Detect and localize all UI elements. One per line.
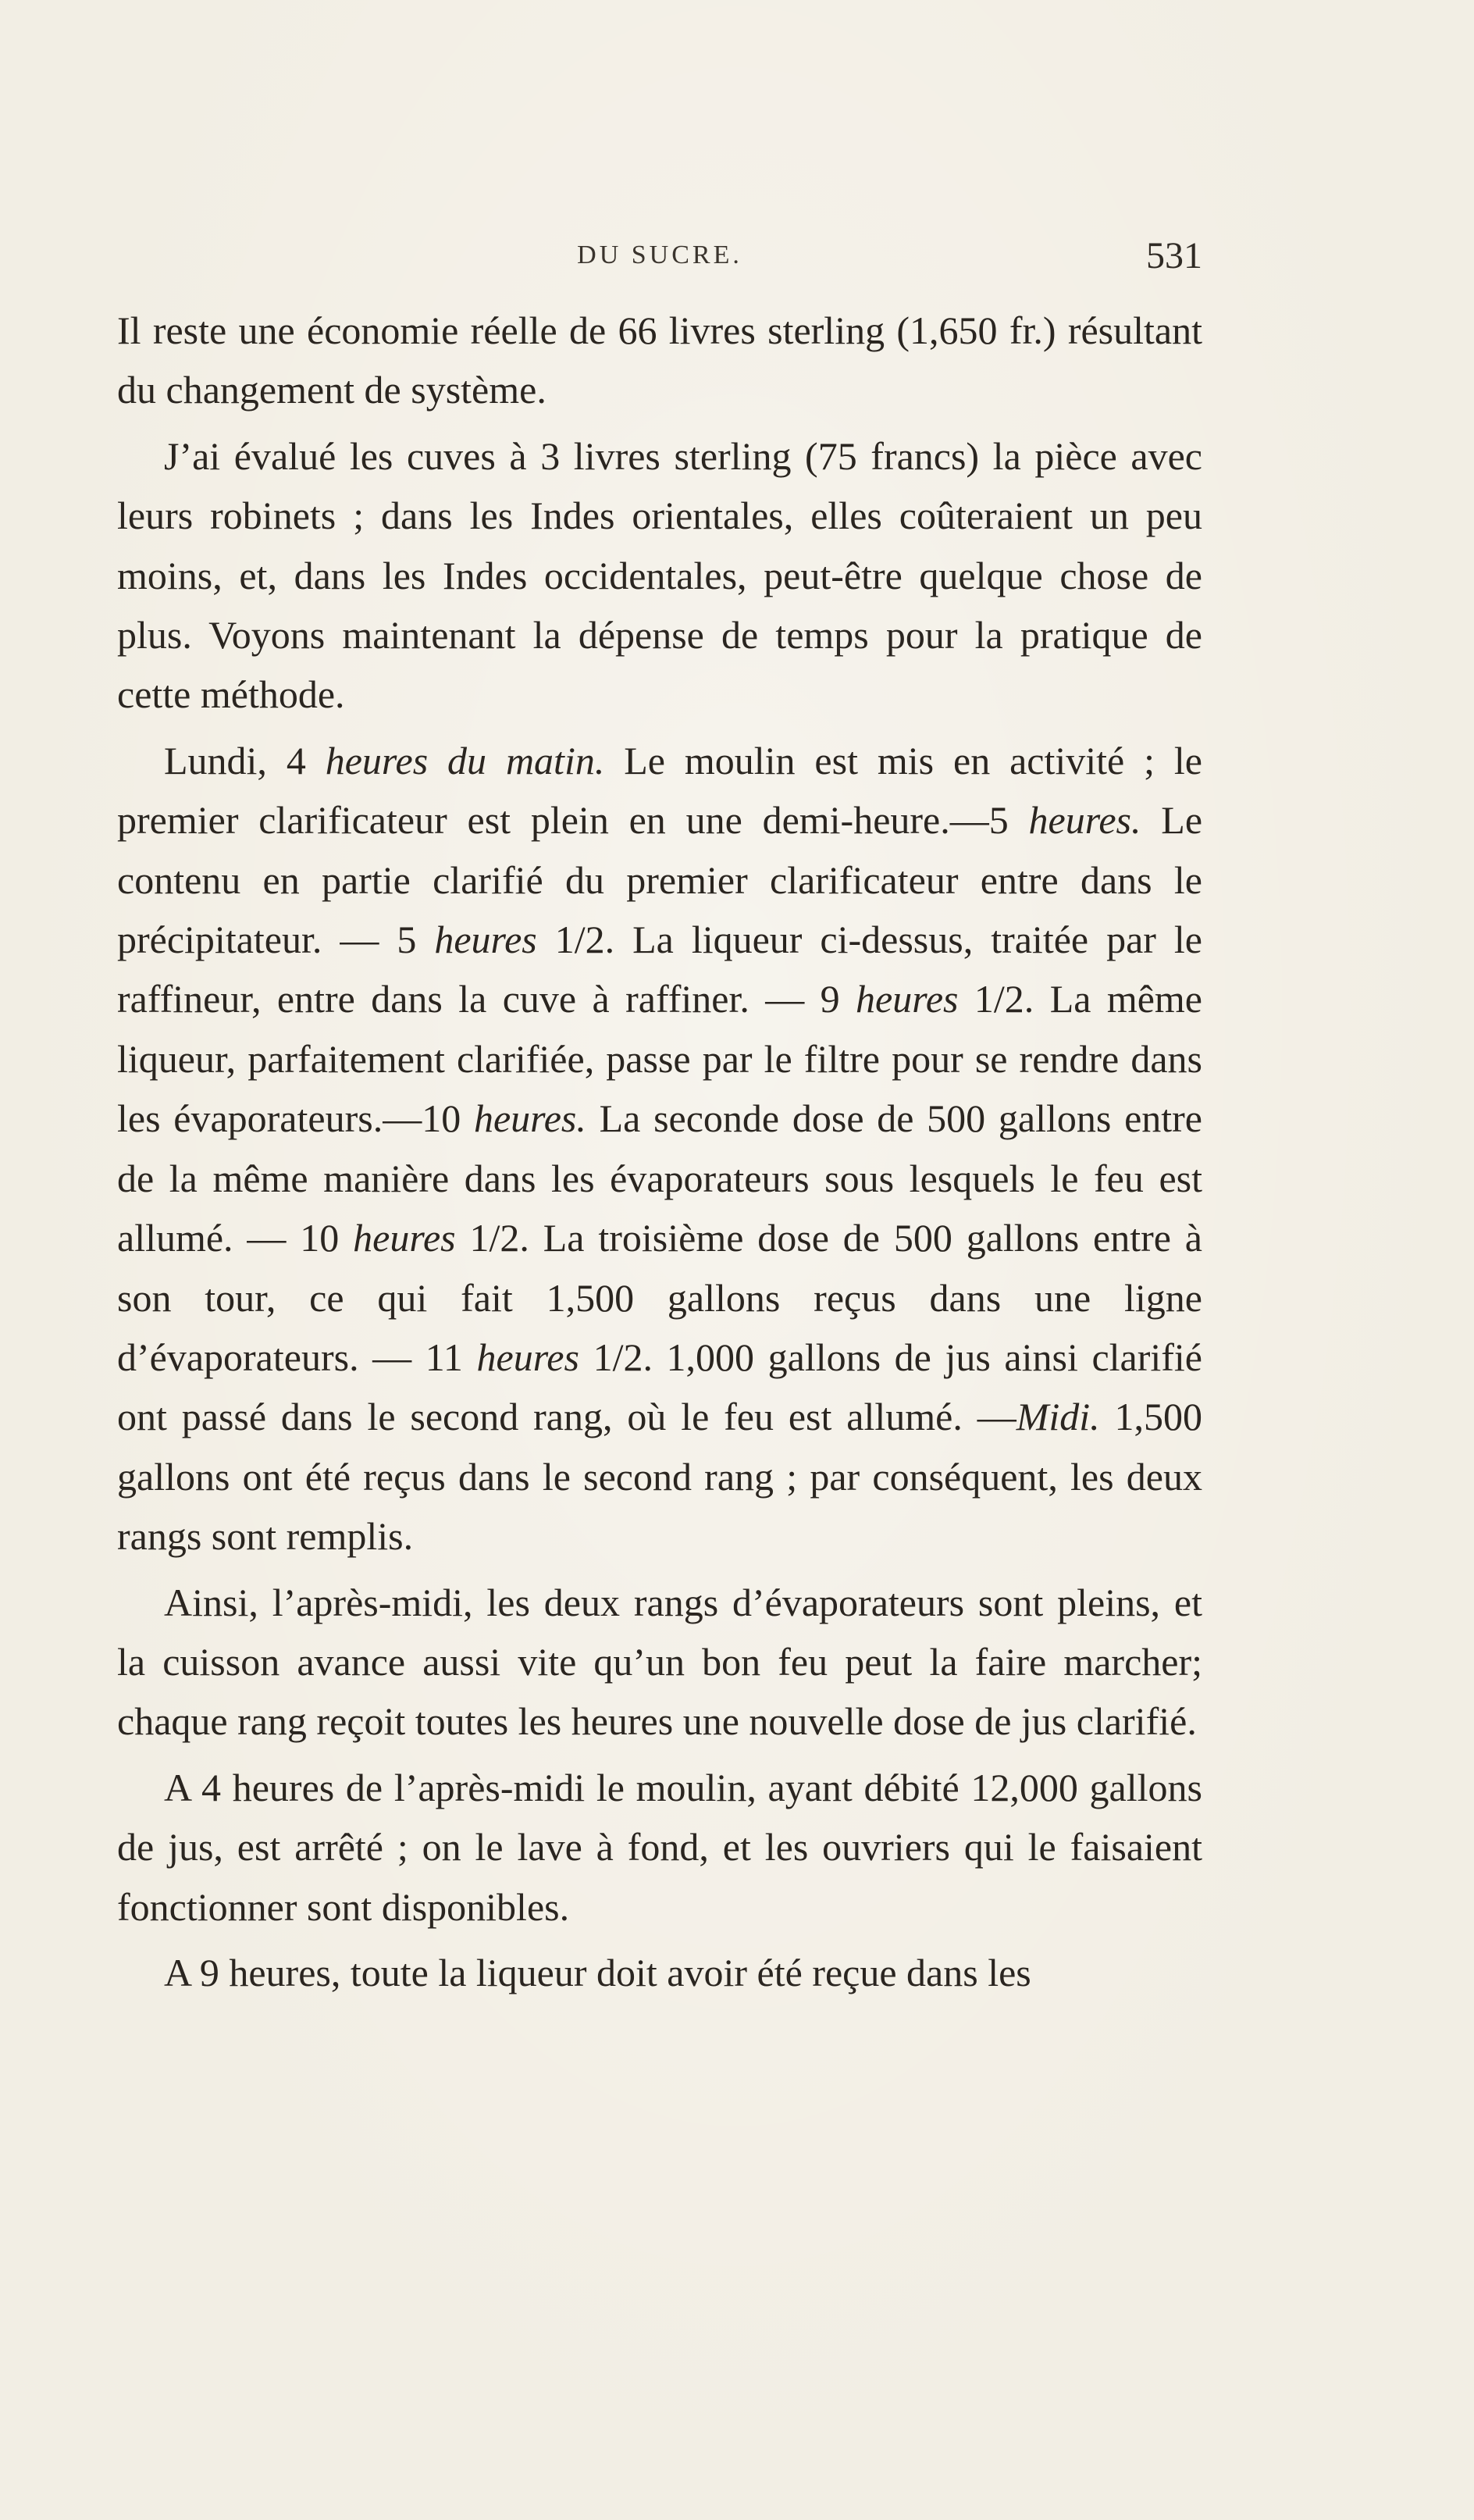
italic-run: heures du matin. — [325, 738, 605, 782]
paragraph-2: J’ai évalué les cuves à 3 livres sterling (75 francs) la pièce avec leurs robinets ; dans les Indes orientales, elles coûteraient un peu moins, et, dans les Indes occidentales, peut-être quelque chose de plus. Voyons maintenant la dépense de temps pour la pratique de cette méthode. — [117, 433, 1202, 717]
text-run: 1,500 gallons ont été reçus dans le second rang ; par conséquent, les deux rangs sont remplis. — [117, 1395, 1203, 1559]
text-run: 1/2. La même liqueur, parfaitement clarifiée, passe par le filtre pour se rendre dans les évaporateurs.—10 — [117, 977, 1202, 1141]
body-text — [117, 301, 1202, 2002]
italic-run: heures. — [473, 1096, 586, 1141]
paragraph-1: Il reste une économie réelle de 66 livres sterling (1,650 fr.) résultant du changement de système. — [117, 308, 1202, 412]
italic-run: heures — [434, 918, 537, 962]
italic-run: heures — [353, 1216, 456, 1260]
paragraph-4: Ainsi, l’après-midi, les deux rangs d’évaporateurs sont pleins, et la cuisson avance aussi vite qu’un bon feu peut la faire marcher; chaque rang reçoit toutes les heures une nouvelle dose de jus clarifié. — [117, 1580, 1202, 1744]
text-run: Le contenu en partie clarifié du premier clarificateur entre dans le précipitateur. — 5 — [117, 798, 1203, 962]
paragraph-3 — [117, 731, 1202, 1567]
page-number: 531 — [1146, 235, 1202, 276]
paragraph-6: A 9 heures, toute la liqueur doit avoir été reçue dans les — [164, 1950, 1031, 1994]
italic-run: heures — [856, 977, 959, 1021]
italic-run: Midi. — [1016, 1395, 1100, 1439]
running-title: DU SUCRE. — [577, 241, 742, 269]
running-head — [117, 234, 1202, 281]
text-run: Le moulin est mis en activité ; le premier clarificateur est plein en une demi-heure.—5 — [117, 738, 1202, 843]
italic-run: heures. — [1028, 798, 1141, 843]
text-run: 1/2. La liqueur ci-dessus, traitée par le raffineur, entre dans la cuve à raffiner. — 9 — [117, 918, 1202, 1021]
italic-run: heures — [476, 1335, 579, 1379]
text-run: La seconde dose de 500 gallons entre de la même manière dans les évaporateurs sous lesquels le feu est allumé. — 10 — [117, 1096, 1202, 1260]
text-run: Lundi, 4 — [164, 738, 326, 782]
text-run: 1/2. 1,000 gallons de jus ainsi clarifié ont passé dans le second rang, où le feu est allumé. — — [117, 1335, 1203, 1439]
paragraph-5: A 4 heures de l’après-midi le moulin, ayant débité 12,000 gallons de jus, est arrêté ; on le lave à fond, et les ouvriers qui le faisaient fonctionner sont disponibles. — [117, 1765, 1202, 1929]
text-run: 1/2. La troisième dose de 500 gallons entre à son tour, ce qui fait 1,500 gallons reçus dans une ligne d’évaporateurs. — 11 — [117, 1216, 1202, 1379]
